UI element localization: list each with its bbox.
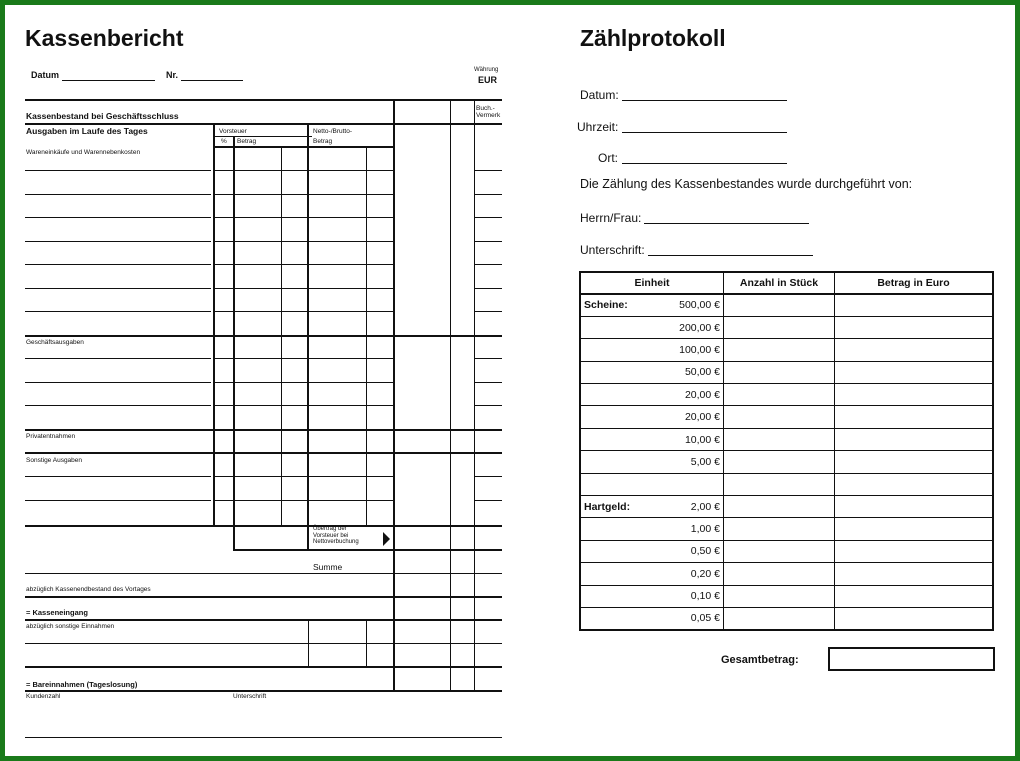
anzahl-cell[interactable]: [724, 339, 835, 361]
nr-line[interactable]: [181, 80, 243, 81]
anzahl-cell[interactable]: [724, 496, 835, 518]
anzahl-cell[interactable]: [724, 540, 835, 562]
kasseneingang-label: = Kasseneingang: [26, 608, 88, 617]
ausgaben-label: Ausgaben im Laufe des Tages: [26, 126, 148, 136]
bareinnahmen-label: = Bareinnahmen (Tageslosung): [26, 680, 138, 689]
betrag-cell[interactable]: [835, 563, 994, 585]
col-header-anzahl: Anzahl in Stück: [724, 272, 835, 294]
unit-cell: [580, 406, 724, 428]
col-header-betrag: Betrag in Euro: [835, 272, 994, 294]
gesamtbetrag-label: Gesamtbetrag:: [721, 654, 799, 666]
abzueglich-vortag-label: abzüglich Kassenendbestand des Vortages: [26, 586, 151, 593]
wareneinkaeufe-label: Wareneinkäufe und Warennebenkosten: [26, 149, 141, 156]
unit-value: 10,00 €: [684, 433, 720, 446]
unterschrift-field-line[interactable]: [648, 255, 813, 256]
col-header-einheit: Einheit: [580, 272, 724, 294]
herr-frau-field-line[interactable]: [644, 223, 809, 224]
anzahl-cell[interactable]: [724, 518, 835, 540]
betrag-cell[interactable]: [835, 451, 994, 473]
table-row: [580, 540, 993, 562]
betrag-cell[interactable]: [835, 585, 994, 607]
nr-label: Nr.: [166, 70, 179, 80]
unterschrift-label-left: Unterschrift: [233, 693, 267, 700]
unit-cell: [580, 451, 724, 473]
table-row: [580, 607, 993, 629]
anzahl-cell[interactable]: [724, 361, 835, 383]
uhrzeit-label: Uhrzeit:: [577, 120, 619, 134]
ort-field-line[interactable]: [622, 163, 787, 164]
anzahl-cell[interactable]: [724, 294, 835, 316]
betrag-cell[interactable]: [835, 496, 994, 518]
play-arrow-icon: [383, 532, 391, 546]
waehrung-value: EUR: [478, 75, 498, 85]
percent-label: %: [221, 138, 227, 145]
anzahl-cell[interactable]: [724, 563, 835, 585]
table-row: [580, 428, 993, 450]
anzahl-cell[interactable]: [724, 585, 835, 607]
kassenbericht-title: Kassenbericht: [25, 25, 184, 51]
unit-cell: [580, 294, 724, 316]
table-row: [580, 406, 993, 428]
cent-col-line: [450, 99, 451, 692]
betrag-cell[interactable]: [835, 294, 994, 316]
table-row: [580, 496, 993, 518]
netto-betrag-label: Betrag: [313, 138, 333, 145]
anzahl-cell[interactable]: [724, 406, 835, 428]
unit-value: 20,00 €: [684, 411, 720, 424]
unit-value: 0,05 €: [690, 612, 720, 625]
table-row: [580, 294, 993, 316]
table-row: [580, 339, 993, 361]
vorsteuer-label: Vorsteuer: [219, 128, 247, 135]
privatentnahmen-label: Privatentnahmen: [26, 433, 76, 440]
unit-value: 1,00 €: [690, 523, 720, 536]
anzahl-cell[interactable]: [724, 607, 835, 629]
kundenzahl-label: Kundenzahl: [26, 693, 61, 700]
betrag-cell[interactable]: [835, 339, 994, 361]
betrag-cell[interactable]: [835, 406, 994, 428]
datum-line[interactable]: [62, 80, 155, 81]
unit-value: 200,00 €: [679, 321, 720, 334]
unit-cell: [580, 384, 724, 406]
betrag-cell[interactable]: [835, 428, 994, 450]
buch-label: Buch.-: [476, 105, 495, 112]
table-row: [580, 384, 993, 406]
unit-cell: [580, 518, 724, 540]
unit-value: 2,00 €: [690, 500, 720, 513]
unit-cell: [580, 585, 724, 607]
unit-cell: [580, 316, 724, 338]
abzueglich-sonstige-label: abzüglich sonstige Einnahmen: [26, 623, 115, 630]
betrag-cell[interactable]: [835, 607, 994, 629]
zaehlung-statement: Die Zählung des Kassenbestandes wurde durchgeführt von:: [580, 177, 913, 191]
vermerk-col-line: [474, 99, 475, 692]
sonstige-label: Sonstige Ausgaben: [26, 457, 83, 464]
unit-value: 100,00 €: [679, 343, 720, 356]
gesamtbetrag-box[interactable]: [828, 647, 995, 671]
unit-cell: [580, 428, 724, 450]
betrag-cell[interactable]: [835, 384, 994, 406]
vermerk-label: Vermerk: [476, 112, 501, 119]
uebertrag-label: Übertrag der Vorsteuer bei Nettoverbuchung: [313, 526, 359, 545]
vorsteuer-betrag-label: Betrag: [237, 138, 257, 145]
unit-cell: [580, 339, 724, 361]
signature-line[interactable]: [25, 737, 502, 738]
betrag-cell[interactable]: [835, 473, 994, 495]
anzahl-cell[interactable]: [724, 473, 835, 495]
table-row: [580, 451, 993, 473]
waehrung-label: Währung: [474, 67, 499, 73]
unit-value: 500,00 €: [679, 299, 720, 312]
unit-cell: [580, 361, 724, 383]
datum-field-line[interactable]: [622, 100, 787, 101]
table-row: [580, 563, 993, 585]
unit-group-label: Hartgeld:: [584, 500, 631, 513]
unit-group-label: Scheine:: [584, 299, 628, 312]
unit-cell: [580, 496, 724, 518]
anzahl-cell[interactable]: [724, 428, 835, 450]
zaehlprotokoll-title: Zählprotokoll: [580, 25, 726, 51]
kassenbestand-label: Kassenbestand bei Geschäftsschluss: [26, 111, 179, 121]
anzahl-cell[interactable]: [724, 451, 835, 473]
anzahl-cell[interactable]: [724, 316, 835, 338]
datum-label: Datum: [31, 70, 60, 80]
betrag-cell[interactable]: [835, 540, 994, 562]
table-row: [580, 518, 993, 540]
betrag-cell[interactable]: [835, 518, 994, 540]
anzahl-cell[interactable]: [724, 384, 835, 406]
count-table: [579, 271, 994, 631]
unit-value: 5,00 €: [690, 455, 720, 468]
unit-cell: [580, 607, 724, 629]
unit-cell: [580, 563, 724, 585]
unit-value: 0,20 €: [690, 567, 720, 580]
betrag-cell[interactable]: [835, 361, 994, 383]
geschaeftsausgaben-label: Geschäftsausgaben: [26, 339, 84, 346]
ort-label: Ort:: [598, 151, 618, 165]
table-row: [580, 316, 993, 338]
form-sheet: [5, 5, 1015, 756]
uhrzeit-field-line[interactable]: [622, 132, 787, 133]
unit-value: 20,00 €: [684, 388, 720, 401]
unit-value: 50,00 €: [684, 366, 720, 379]
betrag-cell[interactable]: [835, 316, 994, 338]
datum-label-right: Datum:: [580, 88, 619, 102]
unit-cell: [580, 473, 724, 495]
unit-value: 0,50 €: [690, 545, 720, 558]
table-row: [580, 361, 993, 383]
unit-cell: [580, 540, 724, 562]
herr-frau-label: Herrn/Frau:: [580, 211, 642, 225]
unit-value: 0,10 €: [690, 590, 720, 603]
summe-label: Summe: [313, 562, 343, 572]
table-row: [580, 585, 993, 607]
unterschrift-label-right: Unterschrift:: [580, 243, 645, 257]
netto-label: Netto-/Brutto-: [313, 128, 353, 135]
table-row: [580, 473, 993, 495]
